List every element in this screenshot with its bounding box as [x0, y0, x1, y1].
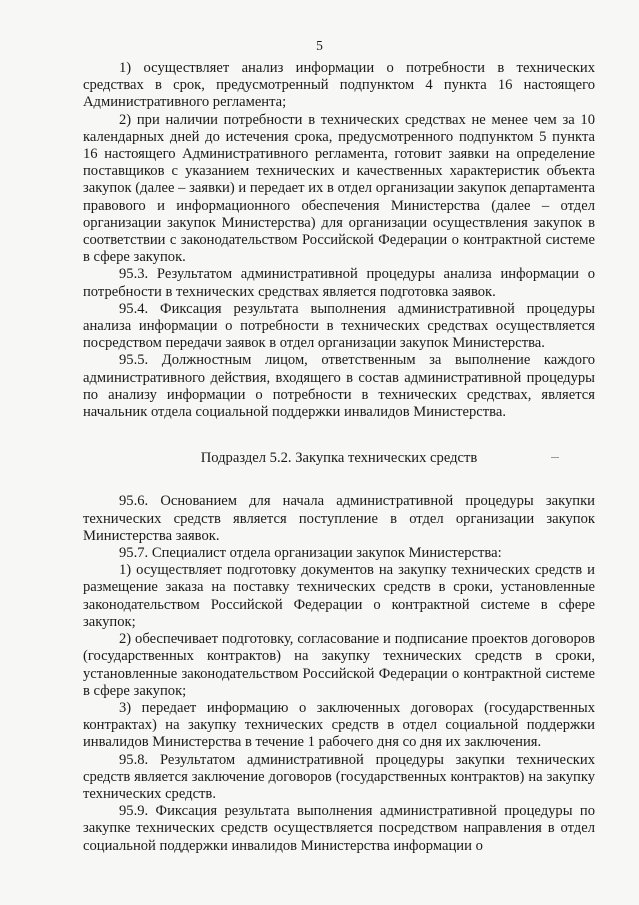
paragraph-item-2: 2) при наличии потребности в технических средствах не менее чем за 10 календарных дней до истечения срока, предусмотренного подпунктом 5 пункта 16 настоящего Административного регламента, готовит заявки на определение поставщиков с указанием технических и качественных характеристик объекта закупок (далее – заявки) и передает их в отдел организации закупок департамента правового и информационного обеспечения Министерства (далее – отдел организации закупок Министерства) для организации осуществления закупок в соответствии с законодательством Российской Федерации о контрактной системе в сфере закупок.	[83, 111, 595, 266]
paragraph-95-5: 95.5. Должностным лицом, ответственным за выполнение каждого административного действия, входящего в состав административной процедуры по анализу информации о потребности в технических средствах, является начальник отдела социальной поддержки инвалидов Министерства.	[83, 352, 595, 421]
paragraph-95-7-item-1: 1) осуществляет подготовку документов на закупку технических средств и размещение заказа на поставку технических средств в сроки, установленные законодательством Российской Федерации о контрактной системе в сфере закупок;	[83, 562, 595, 630]
paragraph-95-7-item-3: 3) передает информацию о заключенных договорах (государственных контрактах) на закупку технических средств в отдел социальной поддержки инвалидов Министерства в течение 1 рабочего дня со дня их заключения.	[83, 699, 595, 751]
paragraph-95-3: 95.3. Результатом административной процедуры анализа информации о потребности в технических средствах является подготовка заявок.	[83, 266, 595, 300]
paragraph-95-4: 95.4. Фиксация результата выполнения административной процедуры анализа информации о потребности в технических средствах осуществляется посредством передачи заявок в отдел организации закупок Министерства.	[83, 300, 595, 352]
paragraph-95-9: 95.9. Фиксация результата выполнения административной процедуры по закупке технических средств осуществляется посредством направления в отдел социальной поддержки инвалидов Министерства информации о	[83, 803, 595, 854]
section-title: Подраздел 5.2. Закупка технических средств	[200, 450, 478, 467]
scan-artifact	[551, 457, 559, 458]
paragraph-item-1: 1) осуществляет анализ информации о потребности в технических средствах в срок, предусмотренный подпунктом 4 пункта 16 настоящего Административного регламента;	[83, 60, 595, 111]
document-body	[83, 60, 595, 855]
paragraph-95-6: 95.6. Основанием для начала административной процедуры закупки технических средств является поступление в отдел организации закупок Министерства заявок.	[83, 493, 595, 544]
paragraph-95-8: 95.8. Результатом административной процедуры закупки технических средств является заключение договоров (государственных контрактов) на закупку технических средств.	[83, 751, 595, 802]
page-number: 5	[316, 38, 323, 53]
paragraph-95-7-item-2: 2) обеспечивает подготовку, согласование и подписание проектов договоров (государственных контрактов) на закупку технических средств в сроки, установленные законодательством Российской Федерации о контрактной системе в сфере закупок;	[83, 631, 595, 699]
paragraph-95-7: 95.7. Специалист отдела организации закупок Министерства:	[119, 545, 502, 562]
